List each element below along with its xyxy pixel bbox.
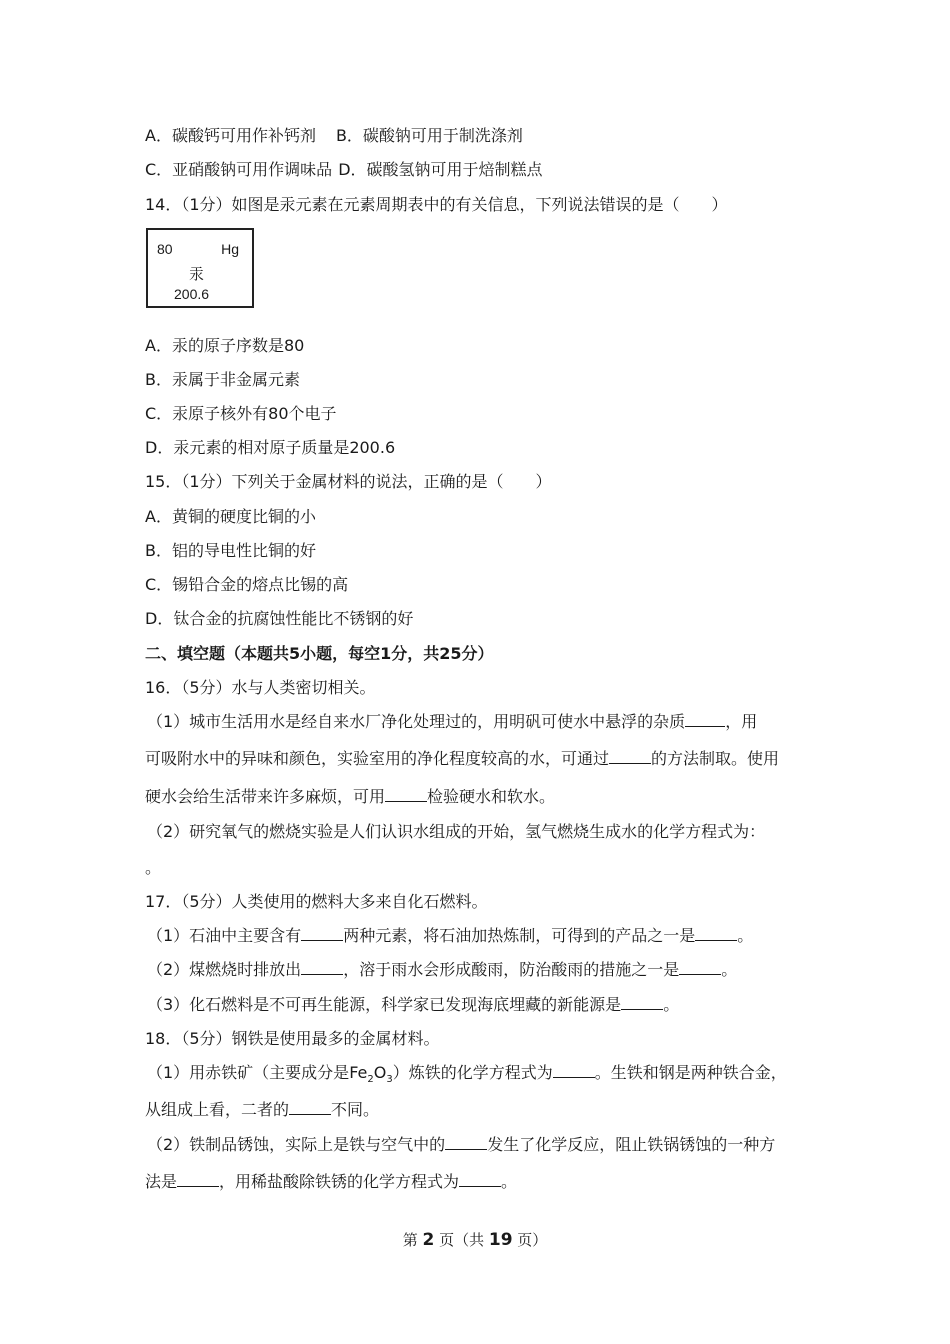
page-footer: 第 2 页（共 19 页） bbox=[402, 1230, 548, 1250]
answer-blank[interactable] bbox=[301, 960, 343, 975]
q13-option-c: C．亚硝酸钠可用作调味品 bbox=[145, 160, 333, 179]
answer-blank[interactable] bbox=[445, 1135, 487, 1150]
q14-stem: 14．（1分）如图是汞元素在元素周期表中的有关信息，下列说法错误的是（ ） bbox=[145, 195, 728, 214]
atomic-number: 80 bbox=[157, 241, 173, 257]
q17-stem: 17．（5分）人类使用的燃料大多来自化石燃料。 bbox=[145, 892, 488, 911]
section-heading: 二、填空题（本题共5小题，每空1分，共25分） bbox=[145, 644, 494, 663]
answer-blank[interactable] bbox=[609, 749, 651, 764]
q13-options-ab bbox=[145, 125, 523, 147]
answer-blank[interactable] bbox=[621, 995, 663, 1010]
q15-option-b: B．铝的导电性比铜的好 bbox=[145, 541, 316, 560]
element-card-mercury bbox=[146, 228, 254, 308]
answer-blank[interactable] bbox=[685, 712, 725, 727]
q14-option-c: C．汞原子核外有80个电子 bbox=[145, 404, 337, 423]
q17-part3: （3）化石燃料是不可再生能源，科学家已发现海底埋藏的新能源是 。 bbox=[147, 995, 680, 1014]
atomic-mass: 200.6 bbox=[174, 286, 210, 302]
answer-blank[interactable] bbox=[301, 926, 343, 941]
q13-option-d: D．碳酸氢钠可用于焙制糕点 bbox=[338, 160, 543, 179]
q18-part1-line1: （1）用赤铁矿（主要成分是$Fe_2O_3$）炼铁的化学方程式为 。生铁和钢是两种铁合金， bbox=[147, 1063, 787, 1086]
answer-blank[interactable] bbox=[385, 787, 427, 802]
answer-blank[interactable] bbox=[553, 1063, 595, 1078]
answer-blank[interactable] bbox=[177, 1172, 219, 1187]
q16-part2-line1: （2）研究氧气的燃烧实验是人们认识水组成的开始，氢气燃烧生成水的化学方程式为： bbox=[147, 822, 766, 841]
q15-option-a: A．黄铜的硬度比铜的小 bbox=[145, 507, 316, 526]
answer-blank[interactable] bbox=[289, 1100, 331, 1115]
q16-part1-line3: 硬水会给生活带来许多麻烦，可用 检验硬水和软水。 bbox=[145, 787, 556, 806]
q15-option-c: C．锡铅合金的熔点比锡的高 bbox=[145, 575, 349, 594]
answer-blank[interactable] bbox=[695, 926, 737, 941]
q14-option-d: D．汞元素的相对原子质量是200.6 bbox=[145, 438, 396, 457]
q18-part2-line2: 法是 ，用稀盐酸除铁锈的化学方程式为 。 bbox=[145, 1172, 518, 1191]
q18-part1-line2: 从组成上看，二者的 不同。 bbox=[145, 1100, 380, 1119]
q17-part2: （2）煤燃烧时排放出 ，溶于雨水会形成酸雨，防治酸雨的措施之一是 。 bbox=[147, 960, 738, 979]
q16-stem: 16．（5分）水与人类密切相关。 bbox=[145, 678, 376, 697]
q17-part1: （1）石油中主要含有 两种元素，将石油加热炼制，可得到的产品之一是 。 bbox=[147, 926, 754, 945]
answer-blank[interactable] bbox=[679, 960, 721, 975]
q15-stem: 15．（1分）下列关于金属材料的说法，正确的是（ ） bbox=[145, 472, 552, 491]
q15-option-d: D．钛合金的抗腐蚀性能比不锈钢的好 bbox=[145, 609, 414, 628]
element-symbol: Hg bbox=[221, 241, 239, 257]
formula-fe2o3: $Fe_2O_3$ bbox=[349, 1063, 393, 1086]
q18-stem: 18．（5分）钢铁是使用最多的金属材料。 bbox=[145, 1029, 440, 1048]
q16-part1-line1: （1）城市生活用水是经自来水厂净化处理过的，用明矾可使水中悬浮的杂质 ，用 bbox=[147, 712, 758, 731]
q14-option-b: B．汞属于非金属元素 bbox=[145, 370, 300, 389]
q13-option-b: B．碳酸钠可用于制洗涤剂 bbox=[335, 126, 523, 145]
q16-part2-line2: 。 bbox=[145, 858, 162, 877]
q13-option-a: A．碳酸钙可用作补钙剂 bbox=[145, 126, 316, 145]
element-name: 汞 bbox=[189, 266, 205, 283]
q13-options-cd bbox=[145, 159, 543, 181]
q18-part2-line1: （2）铁制品锈蚀，实际上是铁与空气中的 发生了化学反应，阻止铁锅锈蚀的一种方 bbox=[147, 1135, 776, 1154]
q14-option-a: A．汞的原子序数是80 bbox=[145, 336, 305, 355]
q16-part1-line2: 可吸附水中的异味和颜色，实验室用的净化程度较高的水，可通过 的方法制取。使用 bbox=[145, 749, 780, 768]
total-pages: 19 bbox=[488, 1230, 513, 1250]
page-number: 2 bbox=[422, 1230, 435, 1250]
answer-blank[interactable] bbox=[459, 1172, 501, 1187]
